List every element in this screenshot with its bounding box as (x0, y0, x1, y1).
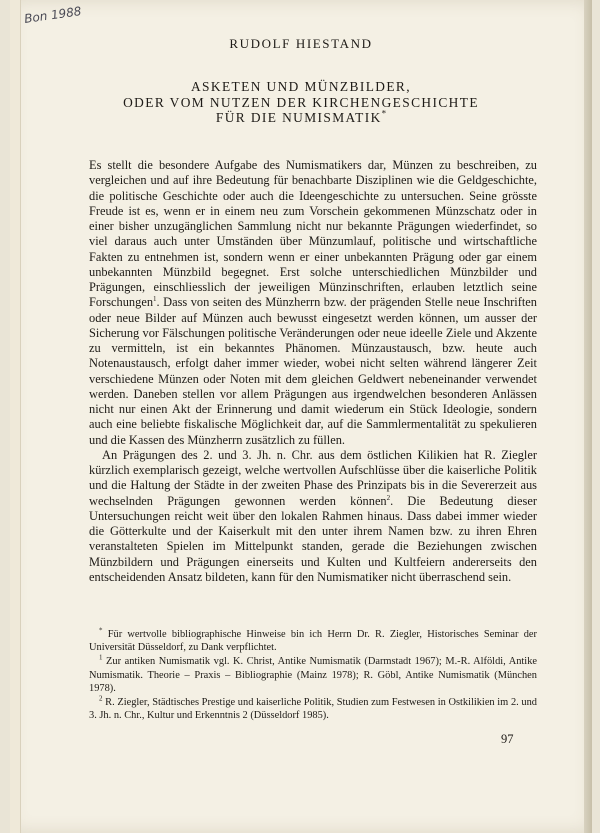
handwritten-note: Bon 1988 (23, 4, 83, 26)
footnote-1-text: Zur antiken Numismatik vgl. K. Christ, Antike Numismatik (Darmstadt 1967); M.-R. Alföldi, Antike Numismatik. Theorie – Praxis – Bibliographie (Mainz 1978); R. Göbl, Antike Numismatik (München 1978). (89, 656, 537, 694)
footnotes (89, 628, 537, 723)
title-line-1: ASKETEN UND MÜNZBILDER, (190, 79, 412, 94)
article-title (10, 79, 592, 126)
footnote-1 (89, 655, 537, 695)
paragraph-2-text-a: An Prägungen des 2. und 3. Jh. n. Chr. aus dem östlichen Kilikien hat R. Ziegler kürzlich exemplarisch gezeigt, welche wertvollen Aufschlüsse über die kaiserliche Politik und die Haltung der Städte in der zweiten Phase des Prinzipats bis in die Severerzeit aus wechselnden Prägungen gewonnen werden können (89, 447, 537, 508)
title-line-3 (10, 110, 592, 126)
paragraph-2 (89, 448, 537, 585)
footnote-star-text: Für wertvolle bibliographische Hinweise bin ich Herrn Dr. R. Ziegler, Historisches Seminar der Universität Düsseldorf, zu Dank verpflichtet. (89, 629, 537, 654)
footnote-2-text: R. Ziegler, Städtisches Prestige und kaiserliche Politik, Studien zum Festwesen in Ostkilikien im 2. und 3. Jh. n. Chr., Kultur und Erkenntnis 2 (Düsseldorf 1985). (89, 697, 537, 722)
footnote-2 (89, 696, 537, 722)
paragraph-1-text-a: Es stellt die besondere Aufgabe des Numismatikers dar, Münzen zu beschreiben, zu vergleichen und auf ihre Bedeutung für benachbarte Disziplinen wie die Geldgeschichte, die politische Geschichte oder auch die Ideengeschichte zu untersuchen. Seine grösste Freude ist es, wenn er in einem neu zum Vorschein gekommenen Münzschatz oder in einer bisher unzugänglichen Sammlung nicht nur bekannte Prägungen wiederfindet, so viel daraus auch unter Umständen über Münzumlauf, politische und wirtschaftliche Fakten zu entnehmen ist, sondern wenn er einer unbekannten Prägung oder gar einem unbekannten Münzbild begegnet. Erst solche unterschiedlichen Münzbilder und Prägungen, einschliesslich der jeweiligen Münzinschriften, erlauben letztlich seine Forschungen (89, 158, 537, 310)
footnote-1-marker: 1 (99, 653, 103, 662)
page-number: 97 (501, 732, 514, 746)
footnote-ref-2: 2 (386, 493, 391, 502)
paragraph-2-text-b: . Die Bedeutung dieser Untersuchungen reicht weit über den lokalen Rahmen hinaus. Dass dabei immer wieder die Götterkulte und der Kaiserkult mit den unter ihrem Namen bzw. zu ihren Ehren veranstalteten Spielen im Mittelpunkt standen, gerade die Beziehungen zwischen Münzbildern und Prägungen einerseits und Kulten und Kultfeiern andererseits den entscheidenden Ansatz bildeten, kann für den Numismatiker nicht überraschend sein. (89, 493, 537, 584)
title-line-3-text: FÜR DIE NUMISMATIK (215, 110, 382, 125)
author-name: RUDOLF HIESTAND (229, 36, 373, 51)
footnote-ref-1: 1 (153, 295, 157, 304)
title-line-2: ODER VOM NUTZEN DER KIRCHENGESCHICHTE (123, 94, 479, 110)
paragraph-1 (89, 158, 537, 448)
paper-sheet (10, 0, 592, 833)
footnote-2-marker: 2 (99, 694, 103, 703)
title-footnote-marker: * (381, 108, 387, 119)
footnote-star-marker: * (99, 626, 103, 635)
article-body (89, 158, 537, 585)
footnote-star (89, 628, 537, 654)
paragraph-1-text-b: . Dass von seiten des Münzherrn bzw. der prägenden Stelle neue Inschriften oder neue Bilder auf Münzen auch bewusst eingesetzt werden können, um ausser der Sicherung vor Fälschungen politische Veränderungen oder neue ideelle Ziele und Akzente zu vermitteln, ist ein bekanntes Phänomen. Münzaustausch, bzw. heute auch Notenaustausch, erfolgt daher immer wieder, wobei nicht selten während längerer Zeit verschiedene Münzen oder Noten mit dem gleichen Geldwert nebeneinander verwendet werden. Daneben stellen vor allem Prägungen aus irgendwelchen besonderen Anlässen nicht nur einen Akt der Erinnerung und damit wiederum ein Stück Ideologie, sondern auch eine beliebte fiskalische Möglichkeit dar, auf die Sammlermentalität zu spekulieren und die Kassen des Münzherrn zusätzlich zu füllen. (89, 295, 537, 447)
